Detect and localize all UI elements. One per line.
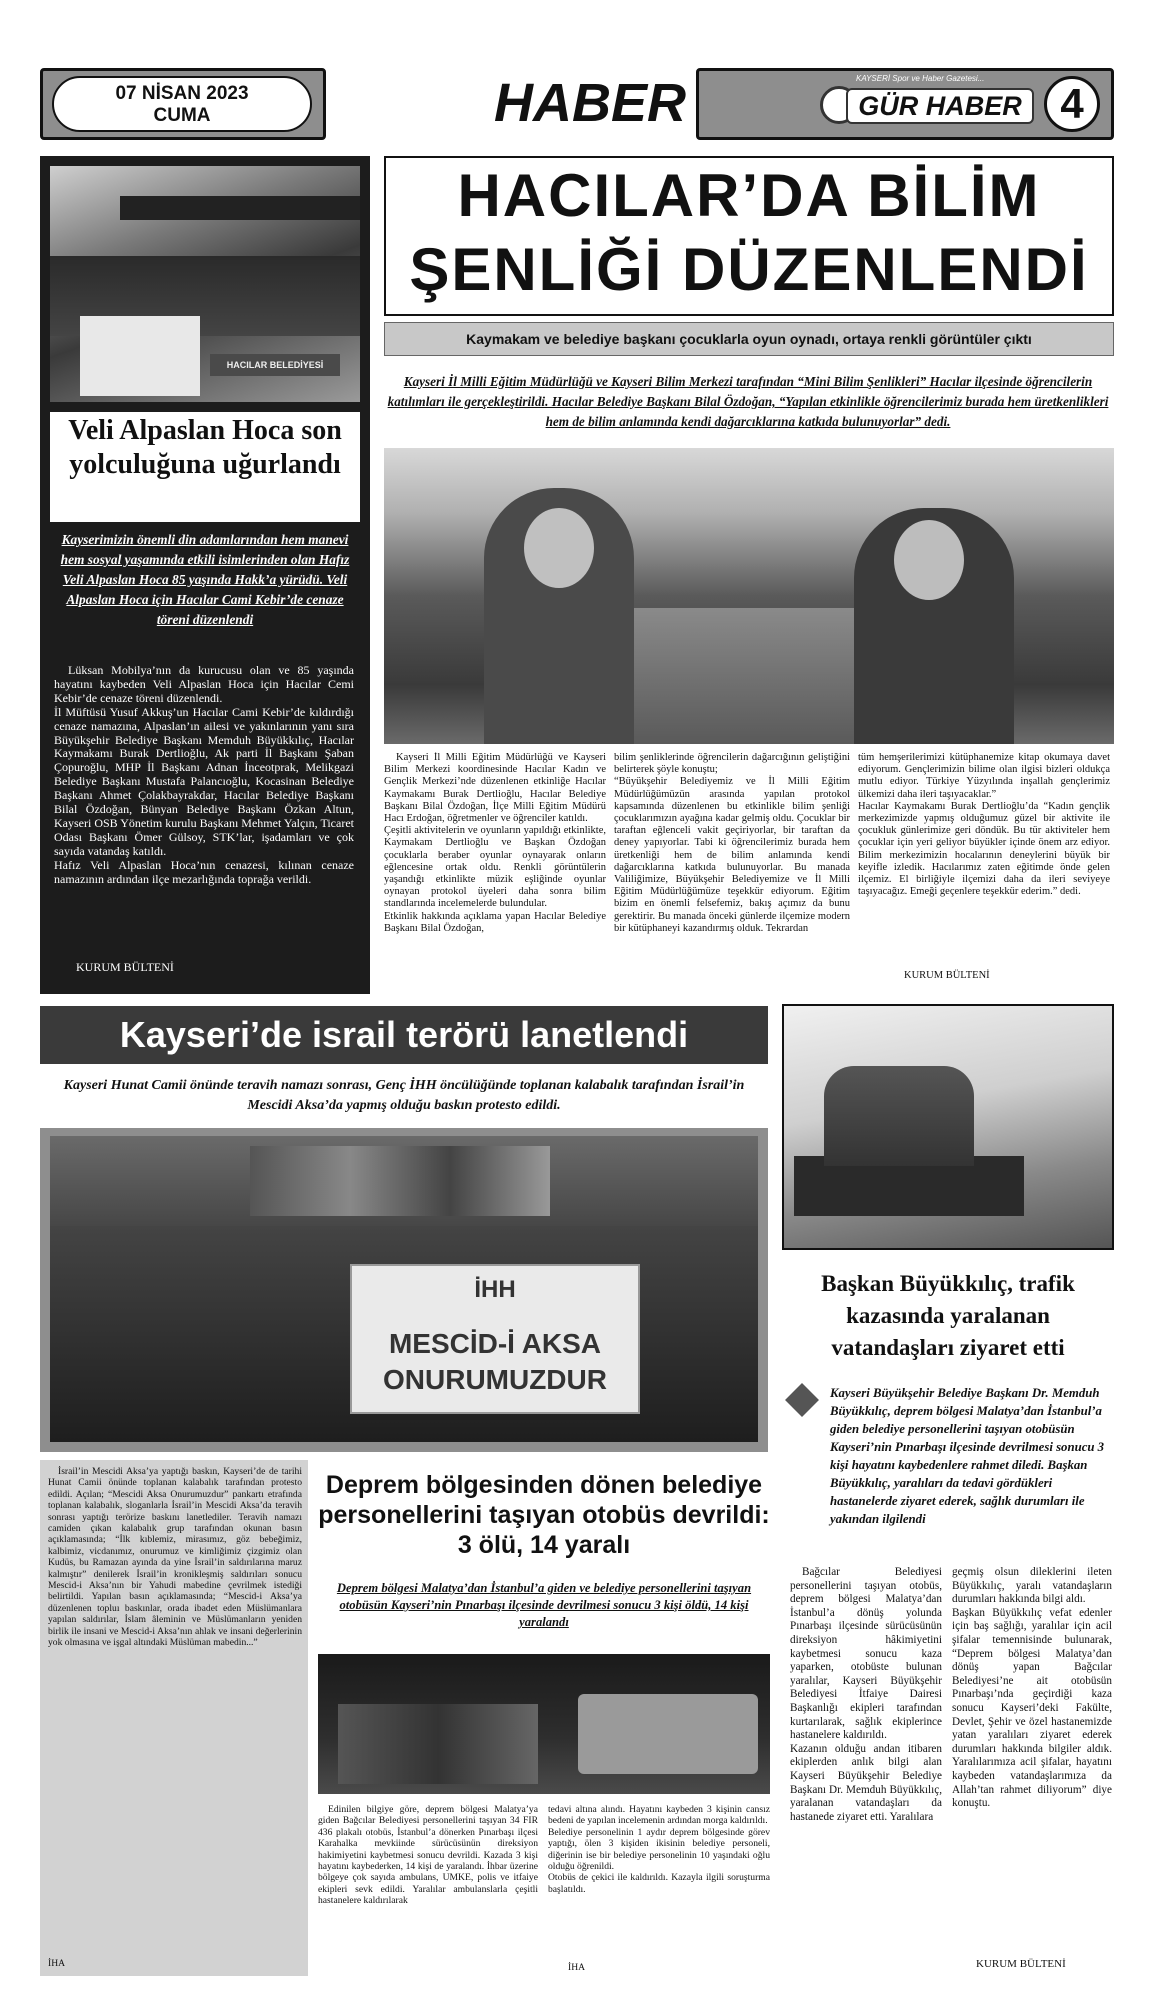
bus-col1: Edinilen bilgiye göre, deprem bölgesi Malatya’ya giden Bağcılar Belediyesi personellerini taşıyan 34 FIR 436 plakalı otobüs, İstanbul’a dönerken Pınarbaşı ilçesi Karahalka mevkiinde sürücüsünün direksiyon hakimiyetini kaybetmesi sonucu devrildi. Kazada 3 kişi hayatını kaybederken, 14 kişi de yaralandı. İhbar üzerine bölgeye çok sayıda ambulans, UMKE, polis ve itfaiye ekipleri sevk edildi. Yaralılar ambulanslarla çeşitli hastanelere kaldırılarak	[318, 1804, 538, 1907]
israel-photo	[50, 1136, 758, 1442]
visit-col2: geçmiş olsun dileklerini ileten Büyükkılıç, yaralı vatandaşların durumları hakkında bilgi aldı. Başkan Büyükkılıç vefat edenler için baş sağlığı, yaralılar için acil şifalar temennisinde bulunarak, “Deprem bölgesi Malatya’dan dönüş yapan Bağcılar Belediyesi’ne ait otobüsün Pınarbaşı’nda geçirdiği kaza sonucu Kayseri’deki Fakülte, Devlet, Şehir ve özel hastanemizde yatan yaralıları ziyaret ederek durumları hakkında bilgiler aldık. Yaralılarımıza acil şifalar, hayatını kaybeden vatandaşlarımıza da Allah’tan rahmet diliyorum” diye konuştu.	[952, 1566, 1112, 1810]
bus-col2: tedavi altına alındı. Hayatını kaybeden 3 kişinin cansız bedeni de yapılan incelemenin ardından morga kaldırıldı. Belediye personelinin 1 aydır deprem bölgesinde görev yaptığı, ölen 3 kişiden ikisinin belediye personeli, diğerinin ise bir belediye personelinin 10 yaşındaki oğlu olduğu öğrenildi. Otobüs de çekici ile kaldırıldı. Kazayla ilgili soruşturma başlatıldı.	[548, 1804, 770, 1895]
coffin-stand	[80, 316, 200, 396]
funeral-signature: KURUM BÜLTENİ	[76, 960, 174, 974]
banner-line1: MESCİD-İ AKSA	[388, 1328, 602, 1359]
kaymakam-face	[524, 508, 594, 588]
funeral-body: Lüksan Mobilya’nın da kurucusu olan ve 85 yaşında hayatını kaybeden Veli Alpaslan Hoca için Hacılar Cemi Kebir’de cenaze töreni düzenlendi. İl Müftüsü Yusuf Akkuş’un Hacılar Cami Kebir’de kıldırdığı cenaze namazına, Alpaslan’ın ailesi ve yakınlarının yanı sıra Büyükşehir Belediye Başkanı Memduh Büyükkılıç, Hacılar Kaymakamı Burak Dertlioğlu, Ak parti İl Başkanı Şaban Çopuroğlu, MHP İl Başkanı Adnan İnceotprak, Melikgazi Belediye Başkanı Mustafa Palancıoğlu, Kocasinan Belediye Başkanı Ahmet Çolakbayrakdar, Hacılar Belediye Başkanı Bilal Özdoğan, Bünyan Belediye Başkanı Özkan Altun, Kayseri OSB Yönetim kurulu Başkanı Mehmet Yalçın, Ticaret Odası Başkanı Ömer Gülsoy, STK’lar, işadamları ve çok sayıda vatandaş katıldı. Hafız Veli Alpaslan Hoca’nın cenazesi, kılınan cenaze namazının ardından ilçe mezarlığında toprağa verildi.	[54, 664, 354, 886]
main-photo	[384, 448, 1114, 744]
weekday-text: CUMA	[153, 105, 211, 126]
overturned-bus	[578, 1694, 758, 1774]
funeral-photo-sign: HACILAR BELEDİYESİ	[210, 354, 340, 376]
funeral-lead: Kayserimizin önemli din adamlarından hem manevi hem sosyal yaşamında etkili isimlerinden olan Hafız Veli Alpaslan Hoca 85 yaşında Hakk’a yürüdü. Veli Alpaslan Hoca için Hacılar Cami Kebir’de cenaze töreni düzenlendi	[60, 532, 350, 627]
brand-tagline: KAYSERİ Spor ve Haber Gazetesi...	[856, 74, 985, 83]
funeral-title: Veli Alpaslan Hoca son yolculuğuna uğurlandı	[68, 415, 342, 480]
israel-lead: Kayseri Hunat Camii önünde teravih namazı sonrası, Genç İHH öncülüğünde toplanan kalabalık tarafından İsrail’in Mescidi Aksa’da yapmış olduğu baskın protesto edildi.	[63, 1078, 745, 1113]
main-signature: KURUM BÜLTENİ	[904, 970, 990, 981]
children-row	[634, 608, 854, 744]
visit-signature: KURUM BÜLTENİ	[976, 1958, 1066, 1970]
israel-title: Kayseri’de israil terörü lanetlendi	[40, 1006, 768, 1064]
mosque-canopy	[120, 196, 360, 220]
ihh-logo: İHH	[474, 1276, 516, 1303]
main-title-line2: ŞENLİĞİ DÜZENLENDİ	[409, 236, 1089, 303]
flags-row	[250, 1146, 550, 1216]
main-lead: Kayseri İl Milli Eğitim Müdürlüğü ve Kayseri Bilim Merkezi tarafından “Mini Bilim Şenlikleri” Hacılar ilçesinde öğrencilerin katılımları ile gerçekleştirildi. Hacılar Belediye Başkanı Bilal Özdoğan, “Yapılan etkinlikle öğrencilerimiz burada hem üretkenlikleri hem de bilim anlamında kendi dağarcıklarına katkıda bulunuyorlar” dedi.	[387, 374, 1109, 429]
funeral-photo	[50, 166, 360, 402]
main-col3: tüm hemşerilerimizi kütüphanemize kitap okumaya davet ediyorum. Gençlerimizin bilime olan ilgisi bizleri oldukça mutlu ediyor. Türkiye Yüzyılında inşallah gençlerimiz ülkemizi daha ileri taşıyacaklar.” Hacılar Kaymakamı Burak Dertlioğlu’da “Kadın gençlik merkezimizde yapmış olduğumuz güzel bir aktivite ile çocukluk günlerimize geri döndük. Bu tür aktiviteler hem çocuklar için yeri geliyor büyükler içinde önem arz ediyor. Bilim merkezimizin hocalarının deneylerini büyük bir keyifle izledik. Hacılarımız zaten eğitimde önde gelen ilçemiz. El birliğiyle ilçemizi daha da ileri seviyeye taşıyacağız. Emeği geçenlere teşekkür ederim.” dedi.	[858, 752, 1110, 898]
page-number: 4	[1044, 76, 1100, 132]
date-pill	[52, 76, 312, 132]
bus-signature: İHA	[568, 1962, 586, 1973]
brand-name: GÜR HABER	[846, 88, 1034, 124]
visit-title: Başkan Büyükkılıç, trafik kazasında yaralanan vatandaşları ziyaret etti	[821, 1271, 1075, 1360]
main-title-line1: HACILAR’DA BİLİM	[457, 162, 1041, 229]
main-col2: bilim şenliklerinde öğrencilerin dağarcığının geliştiğini belirterek şöyle konuştu; “Büyükşehir Belediyemiz ve İl Milli Eğitim Müdürlüğümüzün arasında yapılan protokol kapsamında düzenlenen bu etkinlikle bilim şenliği çocuklarımızın ayağına kadar gelmiş oldu. Çocuklar bir taraftan eğlenceli vakit geçiriyorlar, bir taraftan da deney yapıyorlar. Tabi ki öğrencilerimiz burada hem üretkenliği hem de bilim anlamında kendi dağarcıklarına katkıda bulunuyorlar. Bu manada Valiliğimize, Büyükşehir Belediyemize ve İl Milli Eğitim Müdürlüğümüze teşekkür ediyorum. Eğitim bizim en önemli felsefemiz, bakış açımız da bunu gerektirir. Bu manada önceki günlerde ilçemize modern bir kütüphaneyi kazandırmış olduk. Tekrardan	[614, 752, 850, 934]
visitors	[824, 1066, 974, 1166]
israel-signature: İHA	[48, 1958, 66, 1969]
israel-body: İsrail’in Mescidi Aksa’ya yaptığı baskın, Kayseri’de de tarihi Hunat Camii önünde toplanan kalabalık tarafından protesto edildi. Açılan; “Mescidi Aksa Onurumuzdur” pankartı etrafında toplanan kalabalık, sloganlarla İsrail’in Mescidi Aksa’da teravih sonrası yaptığı terörize baskını lanetlediler. Teravih namazı camiden çıkan kalabalık grup tarafından okunan basın açıklamasında; “İlk kıblemiz, mirasımız, göz bebeğimiz, kalbimiz, vicdanımız, onurumuz ve kimliğimiz çizgimiz olan Kudüs, bu Ramazan ayında da yine İsrail’in saldırılarına maruz kalmıştır” denilerek İsrail’in kronikleşmiş saldırıları sonucu Mescid-i Aksa’nın bir Yahudi mabedine çevrilmek istediği belirtildi. Yapılan basın açıklamasında; “Mescid-i Aksa’ya düzenlenen topluı baskınlar, orada ibadet eden Müslümanlara yapılan saldırılar, İslam âleminin ve Müslümanların yeniden birlik ile insani ve Mescid-i Aksa’nın ahlak ve insani değerlerinin yok olmasına ve işgal altındaki Müslüman mabedin...”	[48, 1466, 302, 1649]
hospital-photo	[782, 1004, 1114, 1250]
brand-logo	[820, 74, 1035, 134]
mayor-face	[894, 520, 964, 600]
visit-lead: Kayseri Büyükşehir Belediye Başkanı Dr. Memduh Büyükkılıç, deprem bölgesi Malatya’dan İstanbul’a giden belediye personellerini taşıyan otobüsün Kayseri’nin Pınarbaşı ilçesinde devrilmesi sonucu 3 kişi hayatını kaybedenlere rahmet diledi. Başkan Büyükkılıç, yaralıları da tedavi gördükleri hastanelerde ziyaret ederek, sağlık durumları ile yakından ilgilendi	[830, 1386, 1105, 1526]
protest-banner	[350, 1264, 640, 1414]
bus-lead: Deprem bölgesi Malatya’dan İstanbul’a giden ve belediye personellerini taşıyan otobüsün Kayseri’nin Pınarbaşı ilçesinde devrilmesi sonucu 3 kişi öldü, 14 kişi yaralandı	[336, 1581, 752, 1629]
section-title: HABER	[493, 73, 686, 133]
rescue-workers	[338, 1704, 538, 1784]
date-text: 07 NİSAN 2023	[115, 83, 249, 104]
bus-title: Deprem bölgesinden dönen belediye personellerini taşıyan otobüs devrildi: 3 ölü, 14 yaralı	[318, 1471, 770, 1559]
visit-col1: Bağcılar Belediyesi personellerini taşıyan otobüs, deprem bölgesi Malatya’dan İstanbul’a dönüş yolunda Pınarbaşı ilçesinde sürücüsünün direksiyon hâkimiyetini kaybetmesi sonucu kaza yaparken, otobüste bulunan yaralılar, Kayseri Büyükşehir Belediyesi İtfaiye Dairesi Başkanlığı ekipleri tarafından kurtarılarak, sağlık ekiplerince hastanelere kaldırıldı. Kazanın olduğu andan itibaren ekiplerden anlık bilgi alan Kayseri Büyükşehir Belediye Başkanı Dr. Memduh Büyükkılıç, yaralanan vatandaşları da hastanede ziyaret etti. Yaralılara	[790, 1566, 942, 1823]
main-col1: Kayseri İl Milli Eğitim Müdürlüğü ve Kayseri Bilim Merkezi koordinesinde Hacılar Kadın ve Gençlik Merkezi’nde düzenlenen etkinliğe Hacılar Kaymakamı Burak Dertlioğlu, Hacılar Belediye Başkanı Bilal Özdoğan, İlçe Milli Eğitim Müdürü Hacı Erdoğan, öğretmenler ve öğrenciler katıldı. Çeşitli aktivitelerin ve oyunların yapıldığı etkinlikte, Kaymakam Dertlioğlu ve Başkan Özdoğan çocuklarla beraber oyunlar oynayarak onların eğlencesine ortak oldu. Renkli görüntülerin yaşandığı etkinlikte müzik eşliğinde oyunlar oynayan protokol üyeleri daha sonra bilim standlarında incelemelerde bulundular. Etkinlik hakkında açıklama yapan Hacılar Belediye Başkanı Bilal Özdoğan,	[384, 752, 606, 934]
banner-line2: ONURUMUZDUR	[383, 1364, 607, 1395]
bus-photo	[318, 1654, 770, 1794]
main-subtitle: Kaymakam ve belediye başkanı çocuklarla oyun oynadı, ortaya renkli görüntüler çıktı	[384, 322, 1114, 356]
